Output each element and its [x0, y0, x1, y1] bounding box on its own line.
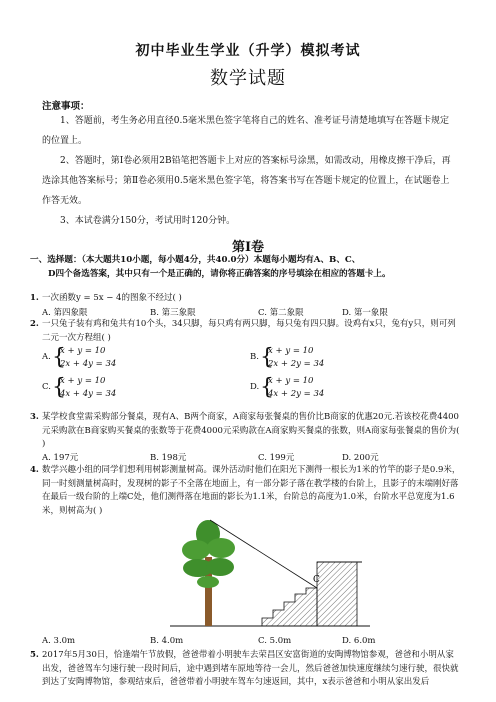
point-c-label: C	[313, 575, 320, 585]
option-label: B.	[250, 352, 259, 362]
question-4	[30, 464, 462, 518]
exam-title: 初中毕业生学业（升学）模拟考试	[135, 43, 361, 59]
option-c: C. 5.0m	[258, 636, 292, 646]
option-label: A.	[42, 352, 51, 362]
question-text: 某学校食堂需采购部分餐桌，现有A、B两个商家，A商家每张餐桌的售价比B商家的优惠20元.若该校花费4400元采购款在B商家购买餐桌的张数等于花费4000元采购款在A商家购买餐桌的张数，则A商家每张餐桌的售价为( )	[42, 412, 460, 449]
brace-icon: {	[52, 345, 66, 370]
section-continuation: D四个备选答案，其中只有一个是正确的，请你将正确答案的序号填涂在相应的答题卡上。	[48, 269, 391, 279]
equation-line: 2x + 4y = 34	[60, 359, 117, 369]
equation-line: x + y = 10	[60, 346, 106, 356]
equation-line: 2x + 2y = 34	[268, 359, 325, 369]
notice-item-2: 2、答题时，第Ⅰ卷必须用2B铅笔把答题卡上对应的答案标号涂黑，如需改动，用橡皮擦干净后，再选涂其他答案标号；第Ⅱ卷必须用0.5毫米黑色签字笔，将答案书写在答题卡规定的位置上，在试题卷上作答无效。	[42, 156, 451, 206]
option-c: C. 第二象限	[258, 308, 304, 318]
option-b-system	[250, 346, 390, 374]
option-b: B. 198元	[150, 453, 187, 463]
option-d: D. 第一象限	[342, 308, 388, 318]
option-a: A. 197元	[42, 453, 79, 463]
option-b: B. 4.0m	[150, 636, 184, 646]
option-a: A. 第四象限	[42, 308, 88, 318]
question-text: 一次函数y = 5x − 4的图象不经过( )	[42, 293, 182, 303]
section-instructions	[30, 253, 460, 281]
option-c: C. 199元	[258, 453, 295, 463]
option-d-system	[250, 376, 390, 404]
section-lead: 一、选择题：（本大题共10小题，每小题4分，共40.0分）本题每小题均有A、B、C、	[30, 255, 361, 265]
option-d: D. 6.0m	[342, 636, 376, 646]
equation-line: x + y = 10	[268, 376, 314, 386]
part-one-title: 第Ⅰ卷	[231, 240, 265, 255]
notice-item-3: 3、本试卷满分150分，考试用时120分钟。	[60, 216, 236, 226]
option-b: B. 第三象限	[150, 308, 196, 318]
equation-line: x + y = 10	[60, 376, 106, 386]
question-number: 1.	[30, 293, 39, 303]
exam-subtitle: 数学试题	[210, 68, 286, 89]
question-1	[30, 292, 462, 306]
question-3	[30, 411, 462, 452]
equation-line: 4x + 4y = 34	[60, 389, 117, 399]
stairs	[262, 588, 317, 626]
question-number: 3.	[30, 412, 39, 422]
question-2	[30, 318, 462, 345]
option-a: A. 3.0m	[42, 636, 76, 646]
option-d: D. 200元	[342, 453, 379, 463]
question-text: 2017年5月30日，恰逢端午节放假，爸爸带着小明驶车去荣昌区安富街道的安陶博物馆参观，爸爸和小明从家出发，爸爸驾车匀速行驶一段时间后，途中遇到堵车原地等待一会儿，然后爸爸加快速度继续匀速行驶，很快就到达了安陶博物馆，参观结束后，爸爸带着小明驶车驾车匀速返回，其中，x表示爸爸和小明从家出发后	[42, 650, 459, 687]
brace-icon: {	[52, 375, 66, 400]
notice-item-1: 1、答题前，考生务必用直径0.5毫米黑色签字笔将自己的姓名、准考证号清楚地填写在答题卡规定的位置上。	[42, 116, 450, 146]
tree-shadow-figure	[170, 512, 370, 632]
question-text: 数学兴趣小组的同学们想利用树影测量树高。课外活动时他们在阳光下测得一根长为1米的竹竿的影子是0.9米，同一时刻测量树高时，发现树的影子不全落在地面上，有一部分影子落在教学楼的台阶上，且影子的末端刚好落在最后一级台阶的上端C处，他们测得落在地面的影长为1.1米，台阶总的高度为1.0米，台阶水平总宽度为1.6米，则树高为( )	[42, 465, 461, 516]
brace-icon: {	[260, 375, 274, 400]
equation-line: x + y = 10	[268, 346, 314, 356]
question-text: 一只兔子装有鸡和兔共有10个头，34只脚，每只鸡有两只脚，每只兔有四只脚。设鸡有x只，兔有y只，则可列二元一次方程组( )	[42, 319, 456, 343]
brace-icon: {	[260, 345, 274, 370]
question-number: 2.	[30, 319, 39, 329]
question-number: 5.	[30, 650, 39, 660]
equation-line: 4x + 2y = 34	[268, 389, 325, 399]
option-a-system	[42, 346, 182, 374]
option-label: D.	[250, 382, 260, 392]
option-c-system	[42, 376, 182, 404]
tree-crown	[182, 520, 235, 588]
option-label: C.	[42, 382, 51, 392]
question-number: 4.	[30, 465, 39, 475]
notice-heading: 注意事项：	[42, 101, 90, 112]
question-5	[30, 649, 462, 690]
building-wall	[317, 562, 357, 626]
